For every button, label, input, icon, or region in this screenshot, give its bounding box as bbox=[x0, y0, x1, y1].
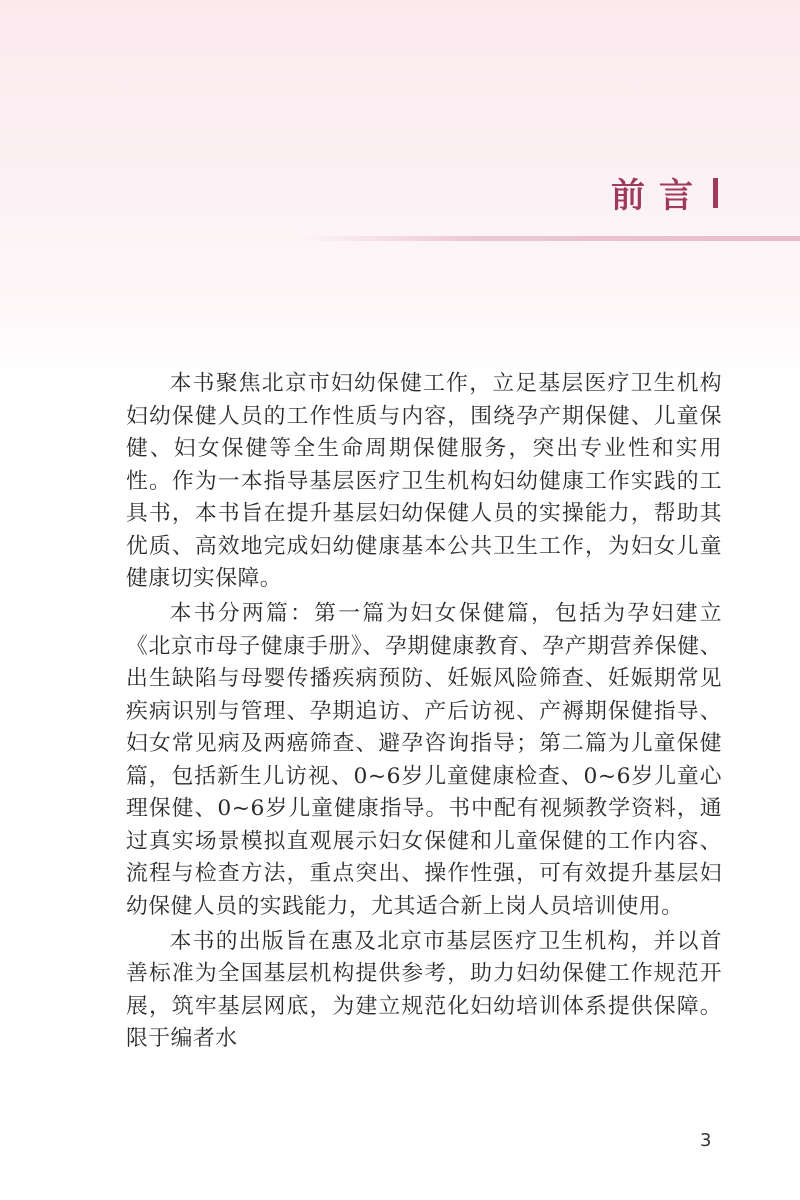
paragraph-3: 本书的出版旨在惠及北京市基层医疗卫生机构，并以首善标准为全国基层机构提供参考，助力妇幼保健工作规范开展，筑牢基层网底，为建立规范化妇幼培训体系提供保障。限于编者水 bbox=[126, 928, 722, 1051]
heading-divider bbox=[300, 236, 800, 241]
preface-heading bbox=[611, 168, 718, 217]
page-number: 3 bbox=[700, 1130, 712, 1151]
title-accent-bar bbox=[713, 178, 718, 208]
paragraph-2: 本书分两篇：第一篇为妇女保健篇，包括为孕妇建立《北京市母子健康手册》、孕期健康教育、孕产期营养保健、出生缺陷与母婴传播疾病预防、妊娠风险筛查、妊娠期常见疾病识别与管理、孕期追访、产后访视、产褥期保健指导、妇女常见病及两癌筛查、避孕咨询指导；第二篇为儿童保健篇，包括新生儿访视、0~6岁儿童健康检查、0~6岁儿童心理保健、0~6岁儿童健康指导。书中配有视频教学资料，通过真实场景模拟直观展示妇女保健和儿童保健的工作内容、流程与检查方法，重点突出、操作性强，可有效提升基层妇幼保健人员的实践能力，尤其适合新上岗人员培训使用。 bbox=[126, 601, 722, 919]
preface-body bbox=[126, 368, 722, 1056]
paragraph-1: 本书聚焦北京市妇幼保健工作，立足基层医疗卫生机构妇幼保健人员的工作性质与内容，围绕孕产期保健、儿童保健、妇女保健等全生命周期保健服务，突出专业性和实用性。作为一本指导基层医疗卫生机构妇幼健康工作实践的工具书，本书旨在提升基层妇幼保健人员的实操能力，帮助其优质、高效地完成妇幼健康基本公共卫生工作，为妇女儿童健康切实保障。 bbox=[126, 371, 722, 591]
page-title: 前言 bbox=[611, 176, 707, 216]
